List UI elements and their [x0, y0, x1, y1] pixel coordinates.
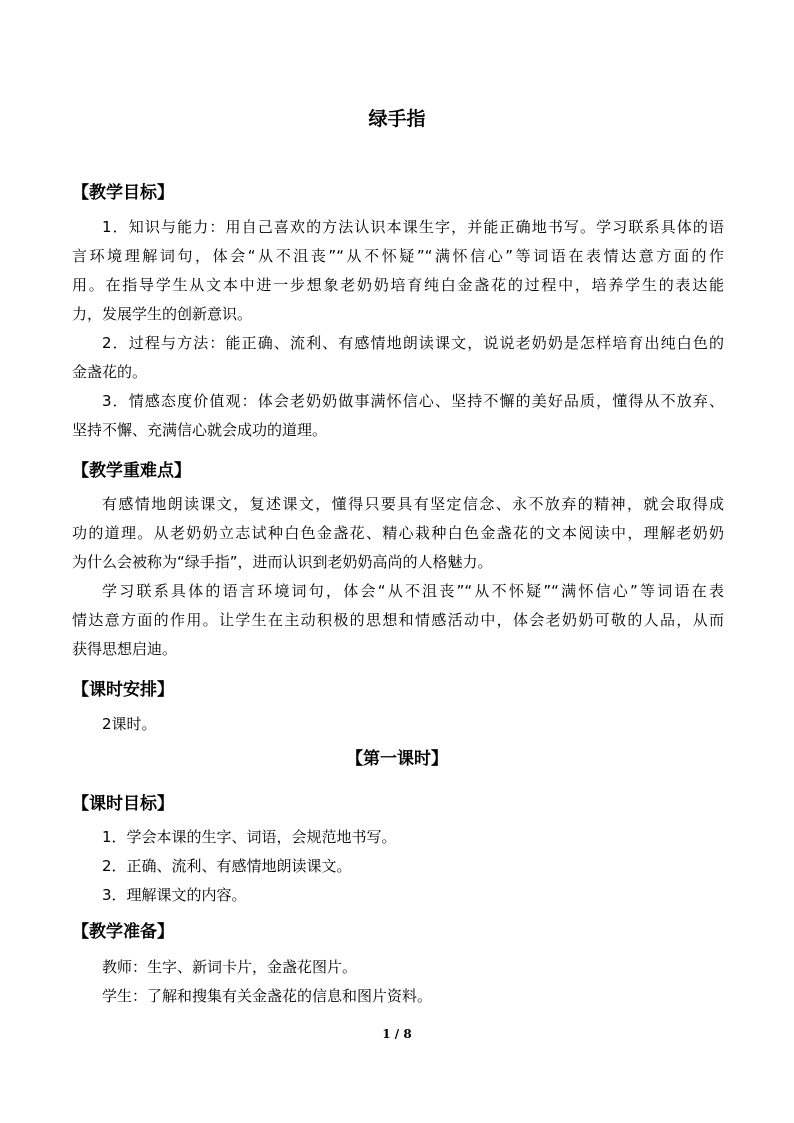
- heading-key-difficulties: 【教学重难点】: [72, 461, 191, 481]
- text-line: 坚持不懈、充满信心就会成功的道理。: [72, 421, 328, 439]
- heading-preparation: 【教学准备】: [72, 922, 174, 942]
- preparation-text: [72, 953, 724, 1011]
- text-line: 3．情感态度价值观：体会老奶奶做事满怀信心、坚持不懈的美好品质，懂得从不放弃、: [102, 392, 724, 410]
- text-line: 金盏花的。: [72, 363, 148, 381]
- text-line: 功的道理。从老奶奶立志试种白色金盏花、精心栽种白色金盏花的文本阅读中，理解老奶奶: [72, 524, 724, 542]
- heading-teaching-goals: 【教学目标】: [72, 183, 174, 203]
- text-line: 3．理解课文的内容。: [102, 886, 247, 904]
- text-line: 用。在指导学生从文本中进一步想象老奶奶培育纯白金盏花的过程中，培养学生的表达能: [72, 276, 724, 294]
- text-line: 教师：生字、新词卡片，金盏花图片。: [102, 958, 358, 976]
- text-line: 言环境理解词句，体会“从不沮丧”“从不怀疑”“满怀信心”等词语在表情达意方面的作: [72, 247, 724, 265]
- text-line: 有感情地朗读课文，复述课文，懂得只要具有坚定信念、永不放弃的精神，就会取得成: [102, 495, 724, 513]
- key-difficulties-text: [72, 490, 724, 664]
- text-line: 2．过程与方法：能正确、流利、有感情地朗读课文，说说老奶奶是怎样培育出纯白色的: [102, 334, 724, 352]
- teaching-goals-text: [72, 213, 724, 445]
- text-line: 1．学会本课的生字、词语，会规范地书写。: [102, 828, 397, 846]
- text-line: 学生：了解和搜集有关金盏花的信息和图片资料。: [102, 987, 433, 1005]
- text-line: 力，发展学生的创新意识。: [72, 305, 253, 323]
- heading-first-lesson: 【第一课时】: [346, 749, 448, 769]
- text-line: 获得思想启迪。: [72, 640, 178, 658]
- heading-schedule: 【课时安排】: [72, 680, 174, 700]
- schedule-text: [72, 710, 724, 739]
- text-line: 为什么会被称为“绿手指”，进而认识到老奶奶高尚的人格魅力。: [72, 553, 493, 571]
- heading-lesson-goals: 【课时目标】: [72, 794, 174, 814]
- lesson-goals-text: [72, 823, 724, 910]
- document-title: 绿手指: [368, 108, 426, 130]
- page-number: 1 / 8: [382, 1027, 412, 1041]
- text-line: 2．正确、流利、有感情地朗读课文。: [102, 857, 352, 875]
- text-line: 情达意方面的作用。让学生在主动积极的思想和情感活动中，体会老奶奶可敬的人品，从而: [72, 611, 724, 629]
- text-line: 2课时。: [102, 715, 157, 733]
- text-line: 学习联系具体的语言环境词句，体会“从不沮丧”“从不怀疑”“满怀信心”等词语在表: [102, 582, 724, 600]
- text-line: 1．知识与能力：用自己喜欢的方法认识本课生字，并能正确地书写。学习联系具体的语: [102, 218, 724, 236]
